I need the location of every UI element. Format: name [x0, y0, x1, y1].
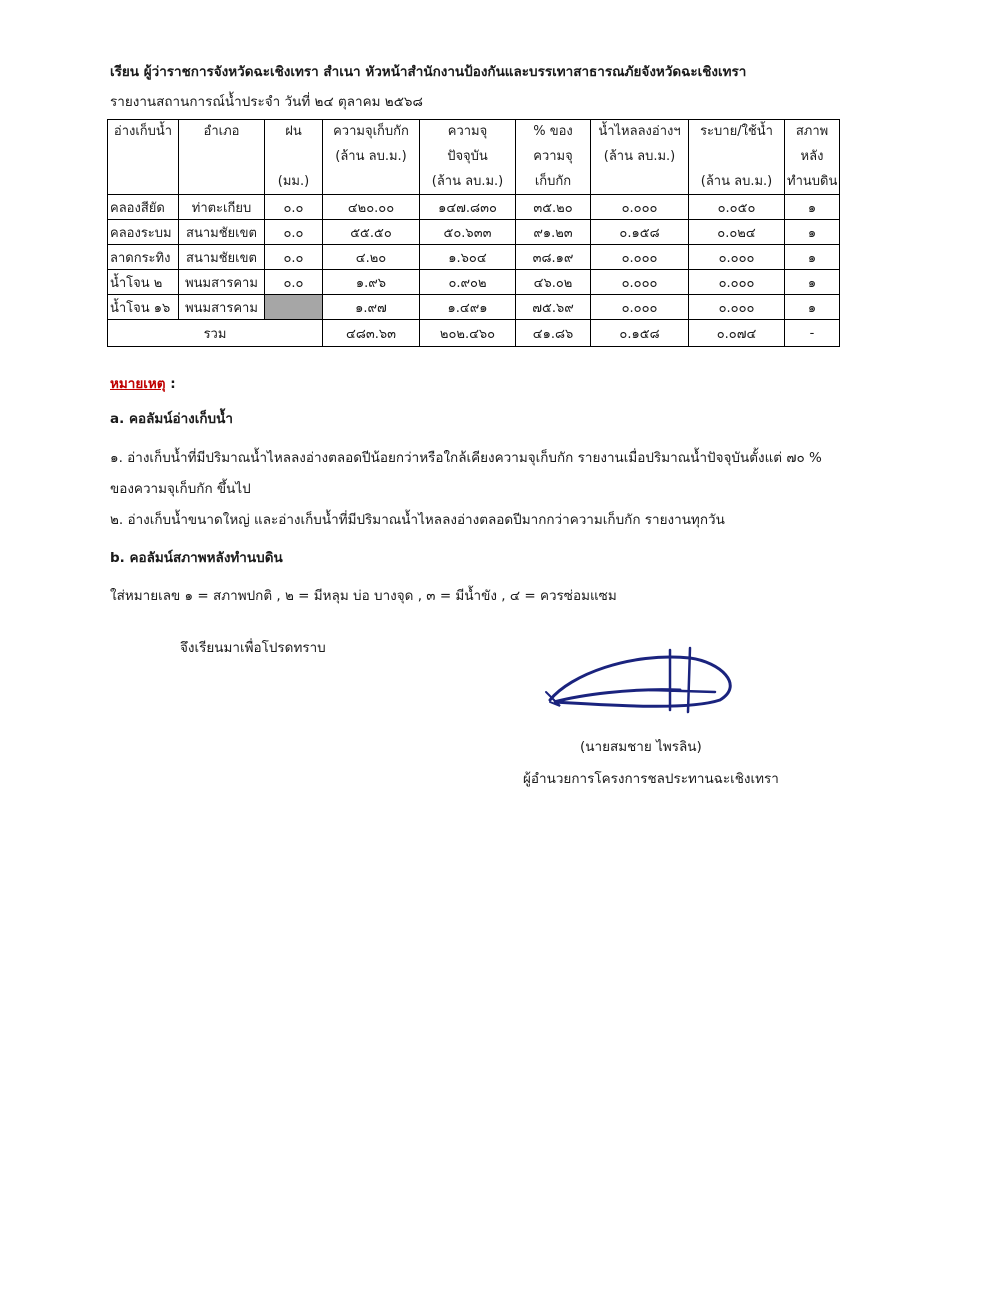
current-value: ๑.๖๐๔	[420, 245, 516, 270]
release-value: ๐.๐๕๐	[689, 195, 785, 220]
reservoir-name: คลองระบม	[108, 220, 179, 245]
col-header: ปัจจุบัน	[420, 145, 516, 170]
col-header: ความจุ	[420, 120, 516, 146]
col-header: ความจุเก็บกัก	[323, 120, 420, 146]
status-value: ๑	[785, 270, 840, 295]
note-b-text: ใส่หมายเลข ๑ = สภาพปกติ , ๒ = มีหลุม บ่อ บางจุด , ๓ = มีน้ำขัง , ๔ = ควรซ่อมแซม	[110, 588, 617, 604]
reservoir-name: คลองสียัด	[108, 195, 179, 220]
total-percent: ๔๑.๘๖	[516, 320, 591, 347]
col-header	[108, 170, 179, 195]
inflow-value: ๐.๐๐๐	[591, 295, 689, 320]
reservoir-name: น้ำโจน ๒	[108, 270, 179, 295]
current-value: ๕๐.๖๓๓	[420, 220, 516, 245]
col-header: (ล้าน ลบ.ม.)	[591, 145, 689, 170]
capacity-value: ๔๒๐.๐๐	[323, 195, 420, 220]
signature-image	[540, 640, 745, 720]
capacity-value: ๑.๙๗	[323, 295, 420, 320]
district: สนามชัยเขต	[179, 220, 265, 245]
capacity-value: ๑.๙๖	[323, 270, 420, 295]
header-row	[108, 170, 840, 195]
percent-value: ๗๕.๖๙	[516, 295, 591, 320]
district: ท่าตะเกียบ	[179, 195, 265, 220]
total-inflow: ๐.๑๕๘	[591, 320, 689, 347]
col-header: (ล้าน ลบ.ม.)	[323, 145, 420, 170]
recipient-line: เรียน ผู้ว่าราชการจังหวัดฉะเชิงเทรา สำเนา หัวหน้าสำนักงานป้องกันและบรรเทาสาธารณภัยจังหวัดฉะเชิงเทรา	[110, 64, 747, 80]
col-header: (ล้าน ลบ.ม.)	[689, 170, 785, 195]
table-row	[108, 245, 840, 270]
capacity-value: ๕๕.๕๐	[323, 220, 420, 245]
header-row	[108, 120, 840, 146]
col-header	[323, 170, 420, 195]
total-current: ๒๐๒.๔๖๐	[420, 320, 516, 347]
release-value: ๐.๐๐๐	[689, 270, 785, 295]
notes-colon: :	[165, 376, 176, 392]
status-value: ๑	[785, 245, 840, 270]
inflow-value: ๐.๐๐๐	[591, 270, 689, 295]
total-label: รวม	[108, 320, 323, 347]
status-value: ๑	[785, 220, 840, 245]
rain-value-missing	[265, 295, 323, 320]
closing-line: จึงเรียนมาเพื่อโปรดทราบ	[180, 640, 326, 656]
col-header	[179, 145, 265, 170]
total-row	[108, 320, 840, 347]
district: พนมสารคาม	[179, 295, 265, 320]
rain-value: ๐.๐	[265, 270, 323, 295]
total-status: -	[785, 320, 840, 347]
current-value: ๐.๙๐๒	[420, 270, 516, 295]
reservoir-name: ลาดกระทิง	[108, 245, 179, 270]
table-row	[108, 295, 840, 320]
status-value: ๑	[785, 295, 840, 320]
col-header: ระบาย/ใช้น้ำ	[689, 120, 785, 146]
total-release: ๐.๐๗๔	[689, 320, 785, 347]
capacity-value: ๔.๒๐	[323, 245, 420, 270]
water-report-table	[107, 119, 840, 347]
col-header	[179, 170, 265, 195]
table-row	[108, 270, 840, 295]
section-a-heading: a. คอลัมน์อ่างเก็บน้ำ	[110, 411, 233, 427]
district: พนมสารคาม	[179, 270, 265, 295]
release-value: ๐.๐๐๐	[689, 295, 785, 320]
col-header	[689, 145, 785, 170]
col-header: สภาพ	[785, 120, 840, 146]
notes-title: หมายเหตุ	[110, 376, 166, 392]
col-header: อ่างเก็บน้ำ	[108, 120, 179, 146]
table-row	[108, 195, 840, 220]
col-header: น้ำไหลลงอ่างฯ	[591, 120, 689, 146]
rain-value: ๐.๐	[265, 245, 323, 270]
signatory-title: ผู้อำนวยการโครงการชลประทานฉะเชิงเทรา	[523, 771, 779, 787]
release-value: ๐.๐๐๐	[689, 245, 785, 270]
rain-value: ๐.๐	[265, 195, 323, 220]
col-header: % ของ	[516, 120, 591, 146]
inflow-value: ๐.๐๐๐	[591, 245, 689, 270]
section-b-heading: b. คอลัมน์สภาพหลังทำนบดิน	[110, 550, 283, 566]
col-header	[265, 145, 323, 170]
percent-value: ๔๖.๐๒	[516, 270, 591, 295]
col-header: ความจุ	[516, 145, 591, 170]
total-capacity: ๔๘๓.๖๓	[323, 320, 420, 347]
col-header	[591, 170, 689, 195]
district: สนามชัยเขต	[179, 245, 265, 270]
percent-value: ๓๕.๒๐	[516, 195, 591, 220]
header-row	[108, 145, 840, 170]
col-header: อำเภอ	[179, 120, 265, 146]
col-header: (มม.)	[265, 170, 323, 195]
col-header	[108, 145, 179, 170]
inflow-value: ๐.๑๕๘	[591, 220, 689, 245]
release-value: ๐.๐๒๔	[689, 220, 785, 245]
notes-heading	[110, 372, 176, 394]
table-row	[108, 220, 840, 245]
report-subtitle: รายงานสถานการณ์น้ำประจำ วันที่ ๒๔ ตุลาคม ๒๕๖๘	[110, 94, 423, 110]
rain-value: ๐.๐	[265, 220, 323, 245]
signatory-name: (นายสมชาย ไพรลิน)	[580, 739, 702, 755]
current-value: ๑.๔๙๑	[420, 295, 516, 320]
status-value: ๑	[785, 195, 840, 220]
col-header: ทำนบดิน	[785, 170, 840, 195]
col-header: ฝน	[265, 120, 323, 146]
note-a1-line2: ของความจุเก็บกัก ขึ้นไป	[110, 481, 251, 497]
reservoir-name: น้ำโจน ๑๖	[108, 295, 179, 320]
col-header: (ล้าน ลบ.ม.)	[420, 170, 516, 195]
col-header: เก็บกัก	[516, 170, 591, 195]
note-a1-line1: ๑. อ่างเก็บน้ำที่มีปริมาณน้ำไหลลงอ่างตลอดปีน้อยกว่าหรือใกล้เคียงความจุเก็บกัก รายงานเมื่อปริมาณน้ำปัจจุบันตั้งแต่ ๗๐ %	[110, 450, 822, 466]
col-header: หลัง	[785, 145, 840, 170]
current-value: ๑๔๗.๘๓๐	[420, 195, 516, 220]
percent-value: ๙๑.๒๓	[516, 220, 591, 245]
inflow-value: ๐.๐๐๐	[591, 195, 689, 220]
note-a2: ๒. อ่างเก็บน้ำขนาดใหญ่ และอ่างเก็บน้ำที่มีปริมาณน้ำไหลลงอ่างตลอดปีมากกว่าความเก็บกัก รายงานทุกวัน	[110, 512, 725, 528]
percent-value: ๓๘.๑๙	[516, 245, 591, 270]
